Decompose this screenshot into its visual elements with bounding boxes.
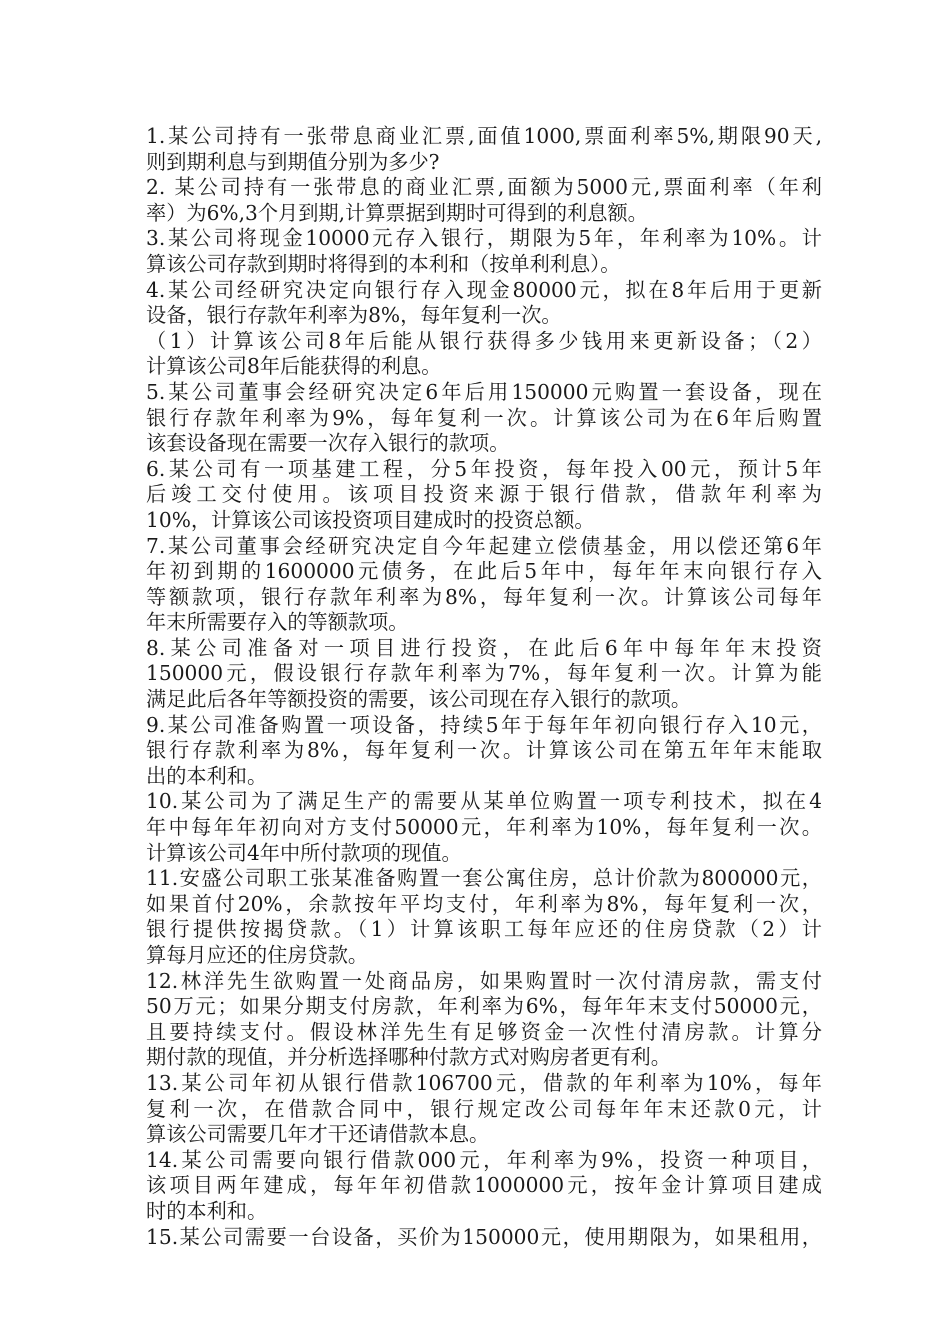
text-line: 5.某公司董事会经研究决定6年后用150000元购置一套设备，现在: [146, 379, 822, 404]
text-line: 10%，计算该公司该投资项目建成时的投资总额。: [146, 507, 595, 532]
text-line: 年初到期的1600000元债务，在此后5年中，每年年末向银行存入: [146, 559, 822, 584]
text-line: 该项目两年建成，每年年初借款1000000元，按年金计算项目建成: [146, 1173, 822, 1198]
text-line: 满足此后各年等额投资的需要，该公司现在存入银行的款项。: [146, 687, 692, 712]
text-line: 4.某公司经研究决定向银行存入现金80000元，拟在8年后用于更新: [146, 277, 822, 302]
text-line: 出的本利和。: [146, 763, 268, 788]
text-line: 9.某公司准备购置一项设备，持续5年于每年年初向银行存入10元，: [146, 712, 822, 737]
text-line: 7.某公司董事会经研究决定自今年起建立偿债基金，用以偿还第6年: [146, 533, 822, 558]
text-line: 率）为6%,3个月到期,计算票据到期时可得到的利息额。: [146, 200, 648, 225]
text-line: 银行存款年利率为9%，每年复利一次。计算该公司为在6年后购置: [146, 405, 822, 430]
text-line: 12.林洋先生欲购置一处商品房，如果购置时一次付清房款，需支付: [146, 968, 822, 993]
text-line: 且要持续支付。假设林洋先生有足够资金一次性付清房款。计算分: [146, 1019, 822, 1044]
text-line: 3.某公司将现金10000元存入银行，期限为5年，年利率为10%。计: [146, 226, 822, 251]
text-line: 15.某公司需要一台设备，买价为150000元，使用期限为，如果租用，: [146, 1224, 822, 1249]
text-line: 10.某公司为了满足生产的需要从某单位购置一项专利技术，拟在4: [146, 789, 822, 814]
text-line: 计算该公司8年后能获得的利息。: [146, 354, 442, 379]
text-line: 则到期利息与到期值分别为多少?: [146, 149, 440, 174]
text-line: 13.某公司年初从银行借款106700元，借款的年利率为10%，每年: [146, 1070, 822, 1095]
text-line: 后竣工交付使用。该项目投资来源于银行借款，借款年利率为: [146, 482, 822, 507]
text-line: （1）计算该公司8年后能从银行获得多少钱用来更新设备；（2）: [146, 328, 822, 353]
text-line: 该套设备现在需要一次存入银行的款项。: [146, 431, 510, 456]
text-line: 等额款项，银行存款年利率为8%，每年复利一次。计算该公司每年: [146, 584, 822, 609]
text-line: 银行存款利率为8%，每年复利一次。计算该公司在第五年年末能取: [146, 738, 822, 763]
text-line: 算该公司需要几年才干还请借款本息。: [146, 1122, 490, 1147]
text-line: 算每月应还的住房贷款。: [146, 943, 369, 967]
text-line: 设备，银行存款年利率为8%，每年复利一次。: [146, 303, 562, 328]
text-line: 算该公司存款到期时将得到的本利和（按单利利息）。: [146, 251, 621, 276]
text-line: 期付款的现值，并分析选择哪种付款方式对购房者更有利。: [146, 1045, 671, 1070]
text-line: 如果首付20%，余款按年平均支付，年利率为8%，每年复利一次，: [146, 891, 822, 916]
text-line: 年末所需要存入的等额款项。: [146, 610, 409, 635]
text-line: 年中每年年初向对方支付50000元，年利率为10%，每年复利一次。: [146, 815, 822, 840]
text-line: 11.安盛公司职工张某准备购置一套公寓住房，总计价款为800000元，: [146, 866, 822, 891]
text-line: 6.某公司有一项基建工程，分5年投资，每年投入00元，预计5年: [146, 456, 822, 481]
text-line: 计算该公司4年中所付款项的现值。: [146, 840, 462, 865]
document-body: [146, 124, 822, 1250]
text-line: 50万元；如果分期支付房款，年利率为6%，每年年末支付50000元，: [146, 994, 822, 1019]
text-line: 复利一次，在借款合同中，银行规定改公司每年年末还款0元，计: [146, 1096, 822, 1121]
text-line: 2. 某公司持有一张带息的商业汇票,面额为5000元,票面利率（年利: [146, 175, 822, 200]
text-line: 时的本利和。: [146, 1198, 268, 1223]
text-line: 150000元，假设银行存款年利率为7%，每年复利一次。计算为能: [146, 661, 822, 686]
text-line: 8.某公司准备对一项目进行投资，在此后6年中每年年末投资: [146, 635, 822, 660]
text-line: 银行提供按揭贷款。（1）计算该职工每年应还的住房贷款（2）计: [146, 917, 822, 942]
text-line: 1.某公司持有一张带息商业汇票,面值1000,票面利率5%,期限90天,: [146, 124, 822, 148]
text-line: 14.某公司需要向银行借款000元，年利率为9%，投资一种项目，: [146, 1147, 822, 1172]
